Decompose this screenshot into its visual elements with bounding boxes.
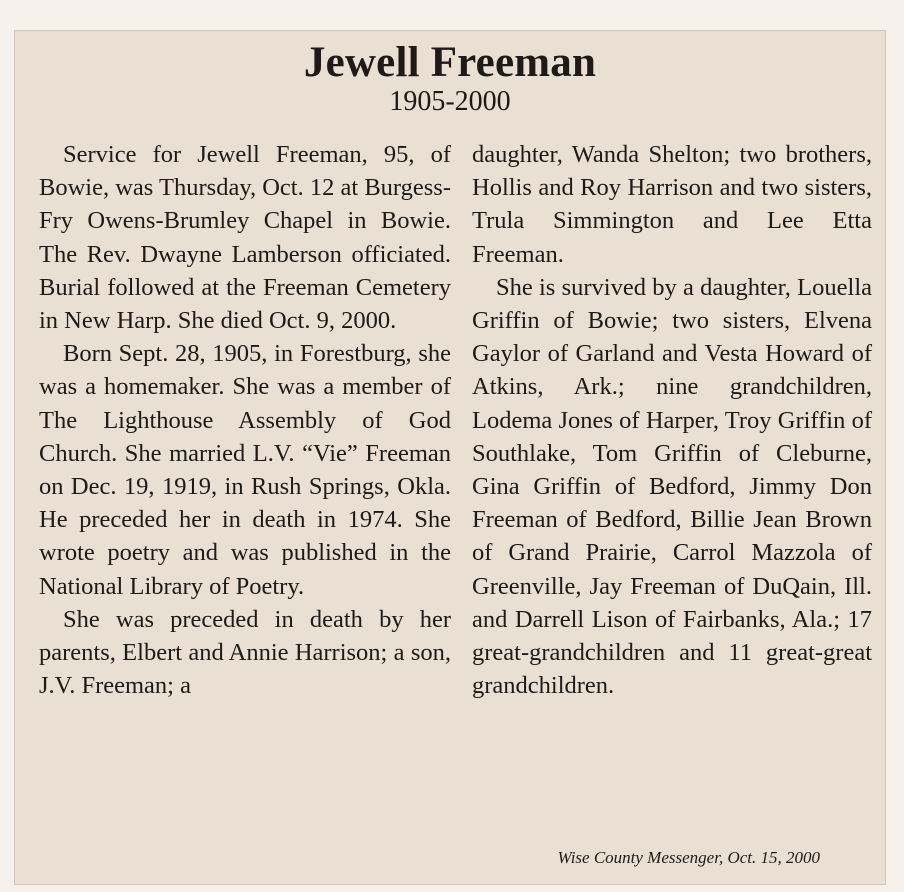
paragraph-survivors: She is survived by a daughter, Louella Griffin of Bowie; two sisters, Elvena Gaylor of Garland and Vesta Howard of Atkins, Ark.; nine grandchildren, Lodema Jones of Harper, Troy Griffin of Southlake, Tom Griffin of Cleburne, Gina Griffin of Bedford, Jimmy Don Freeman of Bedford, Billie Jean Brown of Grand Prairie, Carrol Mazzola of Greenville, Jay Freeman of DuQain, Ill. and Darrell Lison of Fairbanks, Ala.; 17 great-grandchildren and 11 great-great grandchildren. <box>472 273 872 700</box>
source-credit: Wise County Messenger, Oct. 15, 2000 <box>557 848 820 867</box>
paragraph-service: Service for Jewell Freeman, 95, of Bowie, was Thursday, Oct. 12 at Burgess-Fry Owens-Brumley Chapel in Bowie. The Rev. Dwayne Lamberson officiated. Burial followed at the Freeman Cemetery in New Harp. She died Oct. 9, 2000. <box>39 141 451 335</box>
obituary-title: Jewell Freeman <box>303 39 597 86</box>
paragraph-preceded-continued: daughter, Wanda Shelton; two brothers, Hollis and Roy Harrison and two sisters, Trula Simmington and Lee Etta Freeman. <box>472 141 872 268</box>
right-column <box>472 138 872 702</box>
obituary-years: 1905-2000 <box>389 86 511 117</box>
newspaper-clipping <box>14 30 886 885</box>
paragraph-preceded: She was preceded in death by her parents, Elbert and Annie Harrison; a son, J.V. Freeman; a <box>39 605 451 700</box>
paragraph-biography: Born Sept. 28, 1905, in Forestburg, she was a homemaker. She was a member of The Lighthouse Assembly of God Church. She married L.V. “Vie” Freeman on Dec. 19, 1919, in Rush Springs, Okla. He preceded her in death in 1974. She wrote poetry and was published in the National Library of Poetry. <box>39 340 451 600</box>
left-column <box>39 138 451 702</box>
